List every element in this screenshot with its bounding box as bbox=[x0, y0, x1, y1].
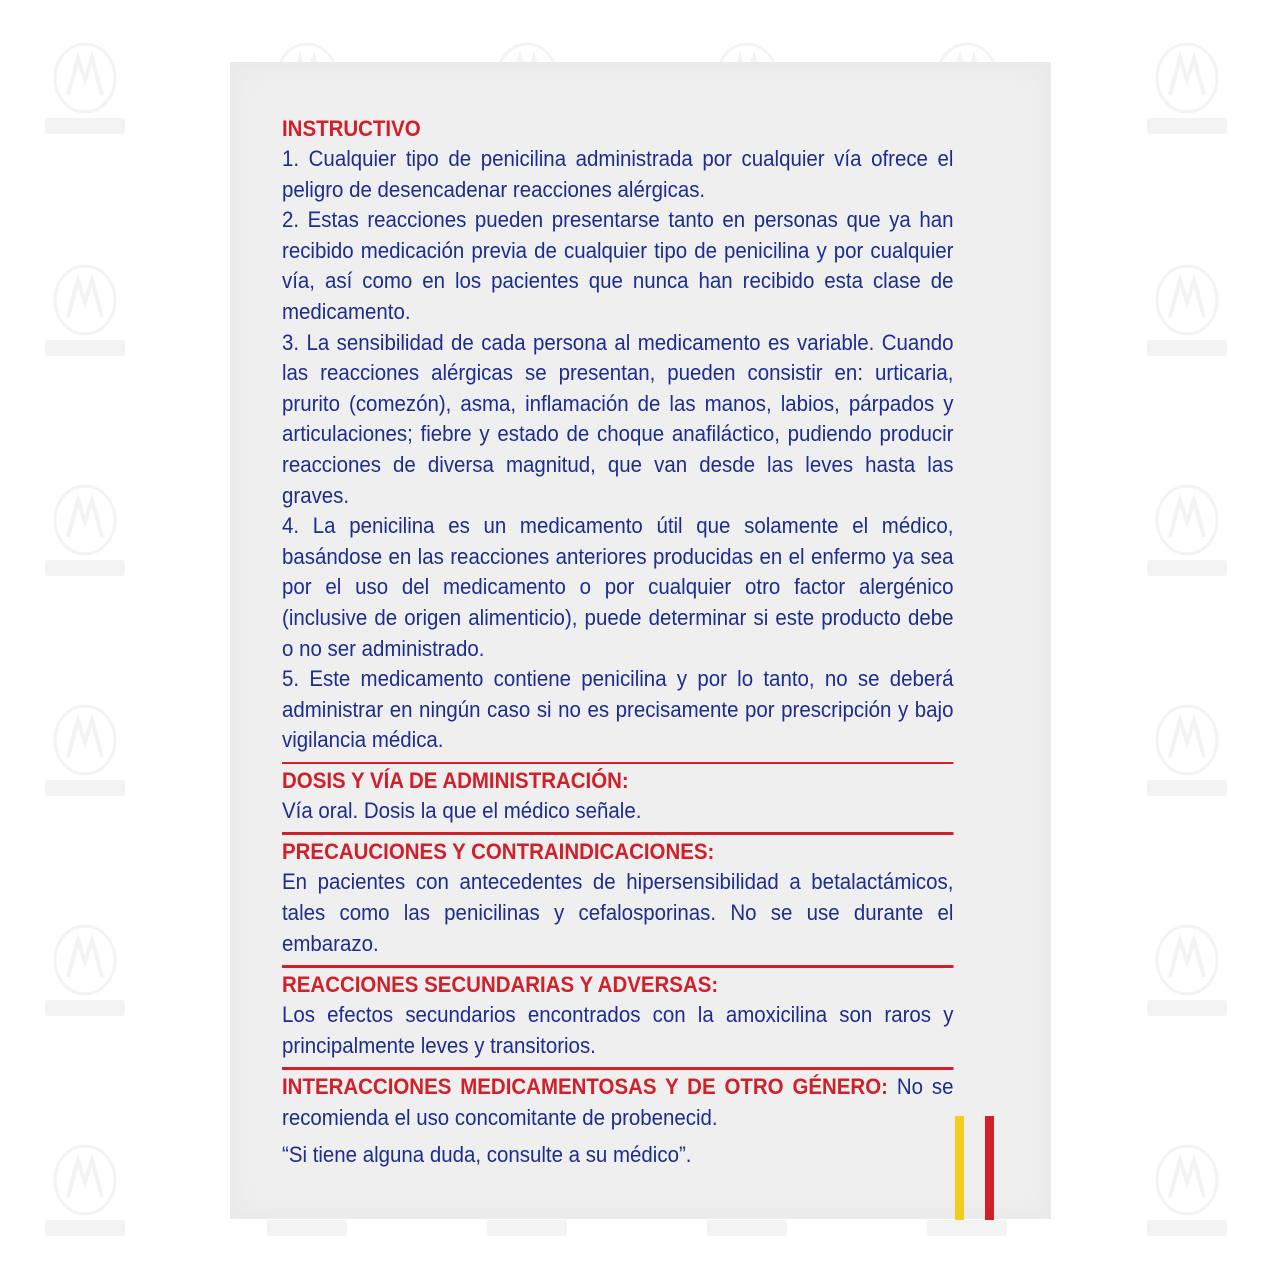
closing-quote: “Si tiene alguna duda, consulte a su médico”. bbox=[282, 1141, 692, 1167]
red-color-stripe bbox=[985, 1116, 994, 1220]
instructivo-item-1: 1. Cualquier tipo de penicilina administrada por cualquier vía ofrece el peligro de desencadenar reacciones alérgicas. bbox=[282, 146, 954, 202]
reacciones-text: Los efectos secundarios encontrados con la amoxicilina son raros y principalmente leves y transitorios. bbox=[282, 1002, 954, 1058]
instructivo-item-4: 4. La penicilina es un medicamento útil que solamente el médico, basándose en las reacciones anteriores producidas en el enfermo ya sea por el uso del medicamento o por cualquier otro factor alergénico (inclusive de origen alimenticio), puede determinar si este producto debe o no ser administrado. bbox=[282, 513, 954, 661]
interacciones-paragraph bbox=[282, 1072, 953, 1133]
store-logo-icon bbox=[40, 482, 130, 582]
store-logo-icon bbox=[1142, 262, 1232, 362]
yellow-color-stripe bbox=[955, 1116, 964, 1220]
medication-insert-card bbox=[230, 62, 1051, 1219]
reacciones-section bbox=[282, 965, 953, 1061]
store-logo-icon bbox=[40, 262, 130, 362]
store-logo-icon bbox=[1142, 702, 1232, 802]
precauciones-section bbox=[282, 832, 953, 959]
insert-content bbox=[282, 114, 953, 1170]
instructivo-item-5: 5. Este medicamento contiene penicilina y por lo tanto, no se deberá administrar en ningún caso si no es precisamente por prescripción y bajo vigilancia médica. bbox=[282, 666, 954, 753]
interacciones-heading: INTERACCIONES MEDICAMENTOSAS Y DE OTRO GÉNERO: bbox=[282, 1074, 888, 1100]
store-logo-icon bbox=[1142, 40, 1232, 140]
dosis-text: Vía oral. Dosis la que el médico señale. bbox=[282, 797, 642, 823]
interacciones-section bbox=[282, 1067, 953, 1170]
reacciones-heading: REACCIONES SECUNDARIAS Y ADVERSAS: bbox=[282, 972, 719, 998]
store-logo-icon bbox=[40, 922, 130, 1022]
instructivo-item-2: 2. Estas reacciones pueden presentarse tanto en personas que ya han recibido medicación previa de cualquier tipo de penicilina y por cualquier vía, así como en los pacientes que nunca han recibido esta clase de medicamento. bbox=[282, 207, 954, 324]
store-logo-icon bbox=[40, 40, 130, 140]
precauciones-heading: PRECAUCIONES Y CONTRAINDICACIONES: bbox=[282, 839, 715, 865]
dosis-section bbox=[282, 762, 953, 827]
store-logo-icon bbox=[1142, 482, 1232, 582]
instructivo-item-3: 3. La sensibilidad de cada persona al medicamento es variable. Cuando las reacciones alérgicas se presentan, pueden consistir en: urticaria, prurito (comezón), asma, inflamación de las manos, labios, párpados y articulaciones; fiebre y estado de choque anafiláctico, pudiendo producir reacciones de diversa magnitud, que van desde las leves hasta las graves. bbox=[282, 329, 954, 508]
precauciones-text: En pacientes con antecedentes de hipersensibilidad a betalactámicos, tales como las penicilinas y cefalosporinas. No se use durante el embarazo. bbox=[282, 869, 954, 956]
instructivo-heading: INSTRUCTIVO bbox=[282, 116, 421, 141]
store-logo-icon bbox=[1142, 1142, 1232, 1242]
interacciones-text: No se recomienda el uso concomitante de probenecid. bbox=[282, 1074, 954, 1131]
store-logo-icon bbox=[40, 1142, 130, 1242]
store-logo-icon bbox=[40, 702, 130, 802]
store-logo-icon bbox=[1142, 922, 1232, 1022]
dosis-heading: DOSIS Y VÍA DE ADMINISTRACIÓN: bbox=[282, 767, 629, 793]
